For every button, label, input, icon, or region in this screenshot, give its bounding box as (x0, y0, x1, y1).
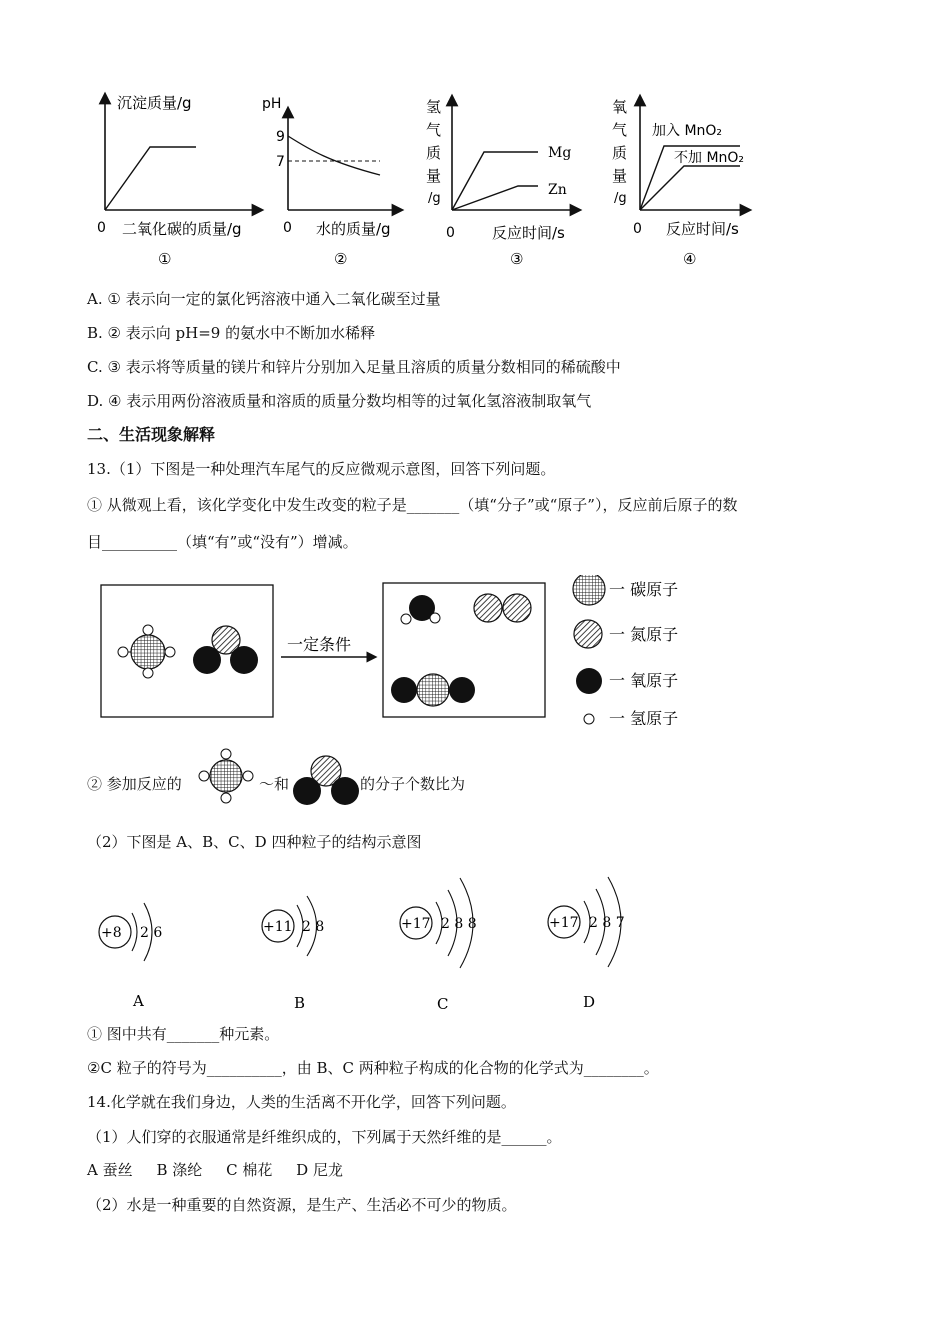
graph-2-xlabel: 水的质量/g (316, 220, 391, 238)
graph-3-xlabel: 反应时间/s (492, 224, 565, 242)
option-c: C. ③ 表示将等质量的镁片和锌片分别加入足量且溶质的质量分数相同的稀硫酸中 (87, 358, 621, 376)
particle-d (548, 877, 625, 1011)
graph-4-ylabel-char: 氧 (612, 98, 628, 116)
co2-molecule (391, 674, 475, 706)
n2-molecule (474, 594, 531, 622)
graph-3-yunit: /g (428, 191, 441, 206)
legend-nitrogen: 一 氮原子 (609, 625, 679, 644)
legend-carbon: 一 碳原子 (609, 580, 679, 599)
section-title: 二、生活现象解释 (87, 425, 216, 444)
particle-d-label: D (583, 993, 596, 1011)
q13-sub2-mid: ～和 (259, 775, 290, 793)
graph-3-ylabel-char: 量 (426, 167, 442, 185)
q13-part2-intro: （2）下图是 A、B、C、D 四种粒子的结构示意图 (87, 833, 422, 851)
graph-4-ylabel-char: 量 (612, 167, 628, 185)
particle-c-shells: 2 8 8 (441, 916, 477, 932)
arrow-label: 一定条件 (287, 635, 352, 654)
graph-1-ylabel: 沉淀质量/g (117, 94, 192, 112)
particle-c-nucleus: +17 (401, 916, 431, 932)
graph-4 (612, 98, 746, 268)
graphs-row (85, 88, 775, 273)
particle-d-nucleus: +17 (549, 915, 579, 931)
graph-1-origin: 0 (97, 220, 106, 236)
graph-1 (97, 94, 258, 268)
particle-b-nucleus: +11 (263, 919, 293, 935)
graph-3 (426, 98, 576, 268)
graph-1-number: ① (158, 250, 172, 268)
q13-sub1-line2: 目__________（填“有”或“没有”）增减。 (87, 533, 358, 551)
particle-b-label: B (294, 994, 306, 1012)
methane-molecule (118, 625, 175, 678)
particle-c (400, 878, 477, 1013)
particle-a-label: A (133, 992, 144, 1010)
q13-elements: ① 图中共有_______种元素。 (87, 1025, 280, 1043)
q14-sub1: （1）人们穿的衣服通常是纤维织成的，下列属于天然纤维的是______。 (87, 1128, 562, 1146)
graph-1-xlabel: 二氧化碳的质量/g (122, 220, 242, 238)
graph-3-ylabel-char: 氢 (426, 98, 442, 116)
graph-4-ylabel-char: 气 (612, 121, 628, 139)
sub2-no2-icon (290, 752, 362, 808)
q13-sub2-prefix: ② 参加反应的 (87, 775, 182, 793)
graph-3-origin: 0 (446, 225, 455, 241)
particle-c-label: C (437, 995, 449, 1013)
graph-4-origin: 0 (633, 221, 642, 237)
sub2-methane-icon (195, 745, 259, 807)
graph-3-series-mg: Mg (548, 145, 572, 161)
option-a: A. ① 表示向一定的氯化钙溶液中通入二氧化碳至过量 (87, 290, 441, 308)
graph-2-ylabel: pH (262, 96, 282, 112)
no2-molecule (193, 626, 258, 674)
legend (573, 575, 678, 725)
graph-2-tick-9: 9 (276, 129, 285, 145)
particle-b-shells: 2 8 (302, 919, 325, 935)
graph-2 (262, 96, 398, 268)
particle-b (262, 896, 324, 1012)
graph-4-ylabel-char: 质 (612, 144, 628, 162)
q13-sub1-line1: ① 从微观上看，该化学变化中发生改变的粒子是_______（填“分子”或“原子”），反应前后原子的数 (87, 496, 738, 514)
graph-4-number: ④ (683, 250, 697, 268)
particle-a-shells: 2 6 (140, 925, 163, 941)
q14-choices: A 蚕丝 B 涤纶 C 棉花 D 尼龙 (87, 1161, 343, 1179)
q14-intro: 14.化学就在我们身边，人类的生活离不开化学，回答下列问题。 (87, 1093, 516, 1111)
option-d: D. ④ 表示用两份溶液质量和溶质的质量分数均相等的过氧化氢溶液制取氧气 (87, 392, 592, 410)
particle-diagrams (90, 862, 650, 1017)
particle-d-shells: 2 8 7 (589, 915, 625, 931)
graph-4-series-with: 加入 MnO₂ (652, 123, 723, 139)
graph-3-ylabel-char: 气 (426, 121, 442, 139)
option-b: B. ② 表示向 pH=9 的氨水中不断加水稀释 (87, 324, 376, 342)
legend-hydrogen: 一 氢原子 (609, 709, 679, 725)
q13-symbol: ②C 粒子的符号为__________，由 B、C 两种粒子构成的化合物的化学式为________。 (87, 1059, 659, 1077)
graph-3-series-zn: Zn (548, 182, 567, 198)
reaction-diagram (95, 575, 695, 725)
graph-4-yunit: /g (614, 191, 627, 206)
graph-2-origin: 0 (283, 220, 292, 236)
graph-3-number: ③ (510, 250, 524, 268)
particle-a (99, 897, 162, 1010)
graph-4-series-without: 不加 MnO₂ (674, 150, 745, 166)
graph-3-ylabel-char: 质 (426, 144, 442, 162)
q13-sub2-suffix: 的分子个数比为 (360, 775, 466, 793)
graph-4-xlabel: 反应时间/s (666, 220, 739, 238)
q14-sub2: （2）水是一种重要的自然资源，是生产、生活必不可少的物质。 (87, 1196, 517, 1214)
water-molecule (401, 595, 440, 624)
legend-oxygen: 一 氧原子 (609, 671, 679, 690)
graph-2-tick-7: 7 (276, 154, 285, 170)
q13-intro: 13.（1）下图是一种处理汽车尾气的反应微观示意图，回答下列问题。 (87, 460, 556, 478)
graph-2-number: ② (334, 250, 348, 268)
particle-a-nucleus: +8 (101, 925, 122, 941)
